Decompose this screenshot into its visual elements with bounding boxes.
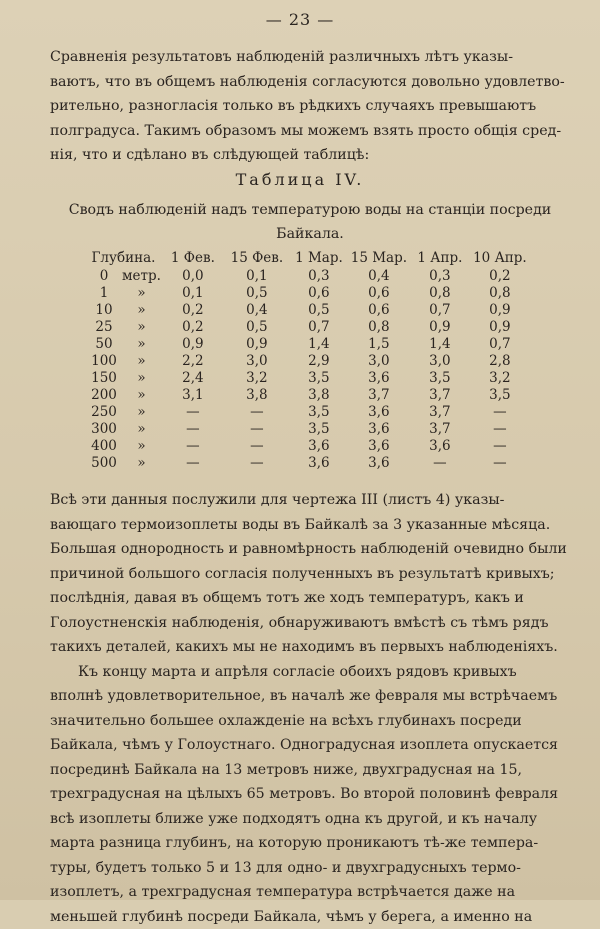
temperature-cell: 0,6	[349, 285, 409, 302]
table-header-row	[86, 248, 529, 268]
text-line: значительно большее охлажденіе на всѣхъ глубинахъ посреди	[50, 709, 570, 734]
temperature-cell: 3,7	[409, 404, 471, 421]
table-row	[86, 319, 529, 336]
temperature-cell: 0,5	[289, 302, 349, 319]
temperature-cell: —	[161, 438, 225, 455]
text-line: причиной большого согласія полученныхъ въ результатѣ кривыхъ;	[50, 562, 570, 587]
table-row	[86, 404, 529, 421]
temperature-cell: 0,7	[471, 336, 529, 353]
temperature-cell: —	[225, 404, 289, 421]
temperature-cell: —	[225, 421, 289, 438]
temperature-cell: 0,1	[225, 268, 289, 285]
temperature-cell: —	[225, 438, 289, 455]
depth-cell: 50	[86, 336, 122, 353]
depth-cell: 150	[86, 370, 122, 387]
temperature-cell: 3,5	[471, 387, 529, 404]
unit-cell: »	[122, 455, 161, 472]
temperature-cell: 2,8	[471, 353, 529, 370]
text-line: Байкала, чѣмъ у Голоустнаго. Одноградусная изоплета опускается	[50, 733, 570, 758]
temperature-cell: 1,5	[349, 336, 409, 353]
text-line: такихъ деталей, какихъ мы не находимъ въ первыхъ наблюденіяхъ.	[50, 635, 570, 660]
table-caption	[60, 198, 560, 246]
table-row	[86, 438, 529, 455]
depth-cell: 0	[86, 268, 122, 285]
text-line: послѣднія, давая въ общемъ тотъ же ходъ температуръ, какъ и	[50, 586, 570, 611]
temperature-cell: 0,2	[161, 319, 225, 336]
table-body	[86, 268, 529, 472]
unit-cell: метр.	[122, 268, 161, 285]
table-row	[86, 421, 529, 438]
temperature-cell: 3,5	[289, 421, 349, 438]
temperature-cell: 2,4	[161, 370, 225, 387]
text-line: посрединѣ Байкала на 13 метровъ ниже, двухградусная на 15,	[50, 758, 570, 783]
text-line: Къ концу марта и апрѣля согласіе обоихъ рядовъ кривыхъ	[50, 660, 570, 685]
unit-cell: »	[122, 404, 161, 421]
unit-cell: »	[122, 285, 161, 302]
temperature-cell: 3,6	[349, 421, 409, 438]
unit-cell: »	[122, 370, 161, 387]
table-row	[86, 268, 529, 285]
temperature-cell: 0,7	[289, 319, 349, 336]
temperature-cell: 3,0	[409, 353, 471, 370]
table-row	[86, 336, 529, 353]
depth-cell: 300	[86, 421, 122, 438]
temperature-table	[86, 248, 529, 472]
temperature-cell: 0,2	[471, 268, 529, 285]
table-row	[86, 387, 529, 404]
temperature-cell: 0,9	[409, 319, 471, 336]
text-line: Всѣ эти данныя послужили для чертежа III (листъ 4) указы-	[50, 488, 570, 513]
unit-cell: »	[122, 302, 161, 319]
header-depth: Глубина.	[86, 248, 161, 268]
temperature-cell: —	[471, 404, 529, 421]
text-line: вполнѣ удовлетворительное, въ началѣ же февраля мы встрѣчаемъ	[50, 684, 570, 709]
depth-cell: 10	[86, 302, 122, 319]
temperature-cell: 1,4	[289, 336, 349, 353]
temperature-cell: 3,7	[349, 387, 409, 404]
header-col: 1 Апр.	[409, 248, 471, 268]
temperature-cell: —	[409, 455, 471, 472]
unit-cell: »	[122, 319, 161, 336]
temperature-cell: 0,9	[161, 336, 225, 353]
header-col: 15 Мар.	[349, 248, 409, 268]
text-line: Сравненія результатовъ наблюденій различныхъ лѣтъ указы-	[50, 45, 570, 70]
temperature-cell: —	[161, 404, 225, 421]
temperature-cell: 3,6	[409, 438, 471, 455]
table-row	[86, 455, 529, 472]
temperature-cell: 3,5	[409, 370, 471, 387]
table-row	[86, 285, 529, 302]
temperature-cell: 0,9	[471, 319, 529, 336]
caption-line: Сводъ наблюденій надъ температурою воды на станціи посреди	[60, 198, 560, 222]
text-line: марта разница глубинъ, на которую проникаютъ тѣ-же темпера-	[50, 831, 570, 856]
temperature-cell: —	[471, 438, 529, 455]
depth-cell: 500	[86, 455, 122, 472]
depth-cell: 200	[86, 387, 122, 404]
text-line: всѣ изоплеты ближе уже подходятъ одна къ другой, и къ началу	[50, 807, 570, 832]
text-line: туры, будетъ только 5 и 13 для одно- и двухградусныхъ термо-	[50, 856, 570, 881]
temperature-cell: —	[225, 455, 289, 472]
temperature-cell: 3,0	[225, 353, 289, 370]
temperature-cell: 3,6	[349, 404, 409, 421]
temperature-cell: 3,6	[349, 455, 409, 472]
text-line: изоплетъ, а трехградусная температура встрѣчается даже на	[50, 880, 570, 905]
temperature-cell: 0,9	[471, 302, 529, 319]
temperature-cell: 0,7	[409, 302, 471, 319]
text-line: полградуса. Такимъ образомъ мы можемъ взять просто общія сред-	[50, 119, 570, 144]
temperature-cell: 3,6	[349, 370, 409, 387]
temperature-cell: 0,4	[225, 302, 289, 319]
text-line: нія, что и сдѣлано въ слѣдующей таблицѣ:	[50, 143, 570, 168]
temperature-cell: 0,9	[225, 336, 289, 353]
temperature-cell: —	[471, 421, 529, 438]
temperature-cell: —	[161, 421, 225, 438]
header-col: 15 Фев.	[225, 248, 289, 268]
text-line: Голоустненскія наблюденія, обнаруживаютъ вмѣстѣ съ тѣмъ рядъ	[50, 611, 570, 636]
text-line: ваютъ, что въ общемъ наблюденія согласуются довольно удовлетво-	[50, 70, 570, 95]
temperature-cell: 2,2	[161, 353, 225, 370]
temperature-cell: 0,5	[225, 319, 289, 336]
header-col: 10 Апр.	[471, 248, 529, 268]
temperature-cell: 0,6	[289, 285, 349, 302]
temperature-cell: 0,2	[161, 302, 225, 319]
temperature-cell: —	[161, 455, 225, 472]
header-col: 1 Фев.	[161, 248, 225, 268]
text-line: Большая однородность и равномѣрность наблюденій очевидно были	[50, 537, 570, 562]
temperature-cell: 3,0	[349, 353, 409, 370]
temperature-cell: 0,3	[289, 268, 349, 285]
temperature-cell: 0,5	[225, 285, 289, 302]
temperature-cell: 3,8	[289, 387, 349, 404]
unit-cell: »	[122, 421, 161, 438]
temperature-cell: 3,2	[225, 370, 289, 387]
temperature-cell: 3,1	[161, 387, 225, 404]
header-col: 1 Мар.	[289, 248, 349, 268]
temperature-cell: 0,8	[409, 285, 471, 302]
text-line: рительно, разногласія только въ рѣдкихъ случаяхъ превышаютъ	[50, 94, 570, 119]
table-title: Таблица IV.	[0, 170, 600, 189]
temperature-cell: 3,6	[289, 438, 349, 455]
temperature-cell: 0,8	[349, 319, 409, 336]
table-row	[86, 353, 529, 370]
depth-cell: 1	[86, 285, 122, 302]
temperature-cell: 3,7	[409, 387, 471, 404]
temperature-cell: 3,7	[409, 421, 471, 438]
temperature-cell: 3,2	[471, 370, 529, 387]
depth-cell: 25	[86, 319, 122, 336]
temperature-cell: 0,8	[471, 285, 529, 302]
temperature-cell: 3,6	[289, 455, 349, 472]
caption-line: Байкала.	[60, 222, 560, 246]
temperature-cell: 3,6	[349, 438, 409, 455]
table-row	[86, 370, 529, 387]
temperature-cell: 0,1	[161, 285, 225, 302]
temperature-cell: 1,4	[409, 336, 471, 353]
depth-cell: 400	[86, 438, 122, 455]
text-line: вающаго термоизоплеты воды въ Байкалѣ за 3 указанные мѣсяца.	[50, 513, 570, 538]
table-row	[86, 302, 529, 319]
text-line: меньшей глубинѣ посреди Байкала, чѣмъ у берега, а именно на	[50, 905, 570, 929]
unit-cell: »	[122, 387, 161, 404]
unit-cell: »	[122, 336, 161, 353]
paragraph-intro	[50, 45, 570, 168]
depth-cell: 250	[86, 404, 122, 421]
unit-cell: »	[122, 353, 161, 370]
temperature-cell: —	[471, 455, 529, 472]
temperature-cell: 2,9	[289, 353, 349, 370]
temperature-cell: 0,6	[349, 302, 409, 319]
depth-cell: 100	[86, 353, 122, 370]
temperature-cell: 0,3	[409, 268, 471, 285]
temperature-cell: 0,4	[349, 268, 409, 285]
temperature-cell: 0,0	[161, 268, 225, 285]
unit-cell: »	[122, 438, 161, 455]
temperature-cell: 3,5	[289, 404, 349, 421]
text-line: трехградусная на цѣлыхъ 65 метровъ. Во второй половинѣ февраля	[50, 782, 570, 807]
paragraph-discussion	[50, 488, 570, 929]
temperature-cell: 3,8	[225, 387, 289, 404]
temperature-cell: 3,5	[289, 370, 349, 387]
page-number: — 23 —	[0, 10, 600, 29]
